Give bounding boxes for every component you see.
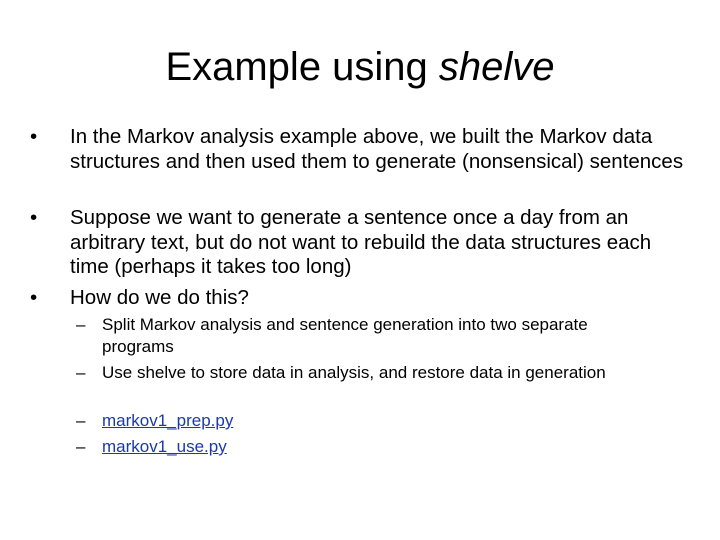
bullet-item — [30, 206, 690, 280]
bullet-marker: • — [30, 286, 38, 309]
sub-bullet-marker: – — [76, 315, 86, 334]
bullet-marker: • — [30, 206, 38, 229]
sub-bullet-marker: – — [76, 411, 86, 430]
sub-bullet-item — [76, 362, 616, 384]
bullet-item — [30, 286, 690, 311]
bullet-text: How do we do this? — [70, 286, 249, 309]
title-italic-text: shelve — [438, 45, 555, 89]
sub-bullet-text: Split Markov analysis and sentence generation into two separate programs — [102, 315, 588, 356]
sub-bullet-marker: – — [76, 437, 86, 456]
markov1-prep-link[interactable]: markov1_prep.py — [102, 411, 234, 430]
sub-bullet-marker: – — [76, 363, 86, 382]
bullet-text: Suppose we want to generate a sentence once a day from an arbitrary text, but do not want to rebuild the data structures each time (perhaps it takes too long) — [70, 206, 652, 278]
bullet-item — [30, 125, 690, 174]
sub-bullet-item — [76, 314, 616, 358]
bullet-text: In the Markov analysis example above, we built the Markov data structures and then used them to generate (nonsensical) sentences — [70, 125, 684, 173]
markov1-use-link[interactable]: markov1_use.py — [102, 437, 227, 456]
sub-bullet-item — [76, 436, 616, 458]
slide-title — [0, 38, 720, 96]
sub-bullet-item — [76, 410, 616, 432]
sub-bullet-text: Use shelve to store data in analysis, and restore data in generation — [102, 363, 606, 382]
title-plain-text: Example using — [165, 45, 439, 89]
bullet-marker: • — [30, 125, 38, 148]
